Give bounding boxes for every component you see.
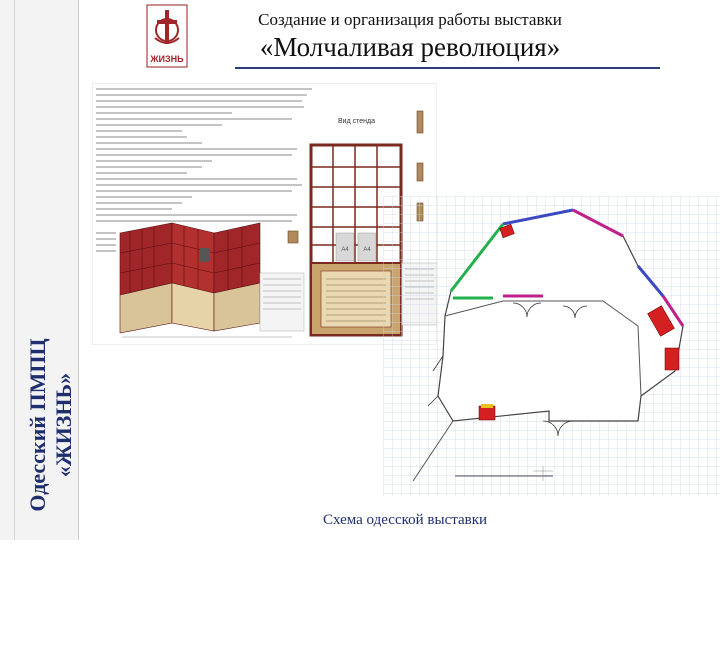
page-title-line1: Создание и организация работы выставки: [258, 10, 562, 29]
floor-plan-drawing: [383, 196, 720, 496]
folding-screen: [120, 223, 260, 333]
organization-logo: [146, 4, 188, 68]
title-underline: [235, 67, 660, 69]
panel-label: А4: [363, 247, 371, 253]
vertical-title-line2: «ЖИЗНЬ»: [51, 372, 76, 478]
vertical-title: [25, 205, 95, 645]
vertical-title-line1: Одесский ПМПЦ: [25, 338, 50, 512]
page-title-line2: «Молчаливая революция»: [259, 32, 561, 62]
panel-label: А4: [341, 247, 349, 253]
figure-caption: Схема одесской выставки: [322, 512, 488, 528]
logo-text: ЖИЗНЬ: [150, 54, 184, 64]
stand-view-label: Вид стенда: [338, 118, 375, 125]
